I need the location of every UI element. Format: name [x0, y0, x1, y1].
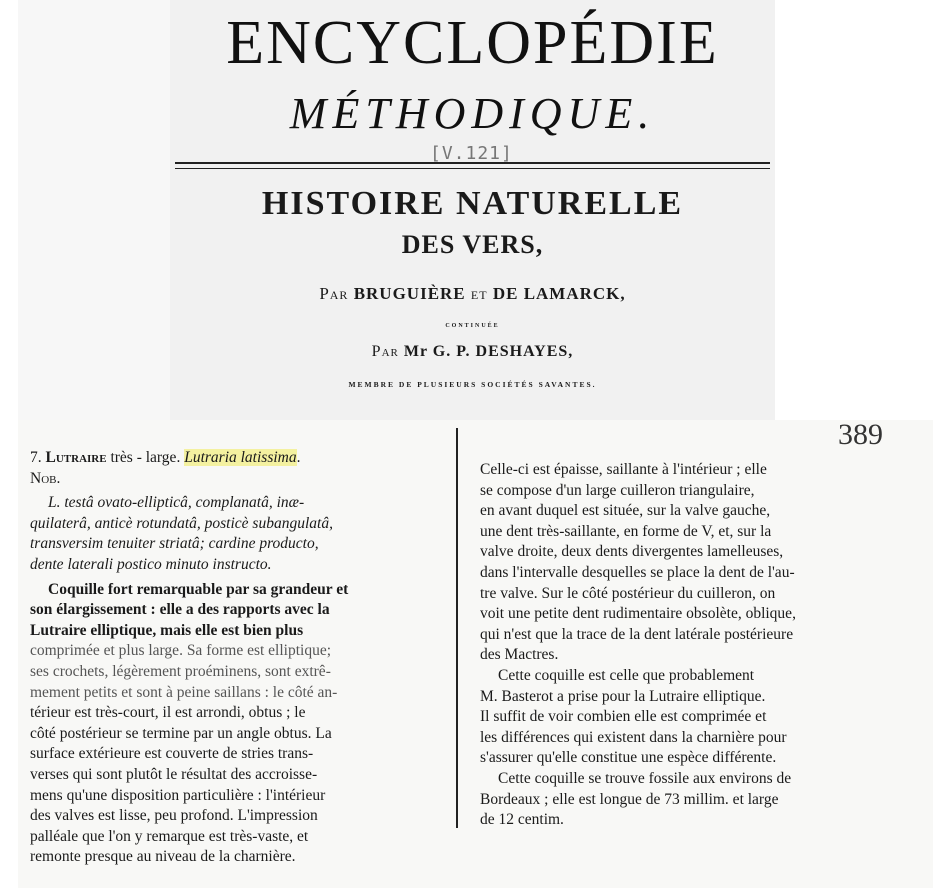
text-line: verses qui sont plutôt le résultat des accroisse-	[30, 765, 318, 783]
text-line: ses crochets, légèrement proéminens, sont extrê-	[30, 662, 331, 680]
text-line: dans l'intervalle desquelles se place la dent de l'au-	[480, 563, 795, 581]
left-body-text	[30, 580, 450, 868]
text-line: térieur est très-court, il est arrondi, obtus ; le	[30, 704, 306, 722]
section-title: HISTOIRE NATURELLE	[261, 185, 684, 222]
continued-label: continuée	[445, 320, 500, 329]
text-line: valve droite, deux dents divergentes lamelleuses,	[480, 543, 784, 561]
text-line: transversim tenuiter striatâ; cardine producto,	[30, 535, 319, 553]
section-subtitle: DES VERS,	[401, 230, 544, 259]
handwritten-note: [V.121]	[430, 143, 513, 164]
text-line: son élargissement : elle a des rapports avec la	[30, 601, 330, 619]
right-column	[480, 460, 890, 831]
text-line: mens qu'une disposition particulière : l'intérieur	[30, 786, 326, 804]
right-paragraph-3	[480, 769, 890, 831]
title-rule-bottom	[175, 168, 770, 169]
continuer-line	[170, 343, 775, 361]
encyclopedie-title: ENCYCLOPÉDIE	[226, 9, 719, 77]
right-paragraph-1	[480, 460, 890, 666]
text-line: mement petits et sont à peine saillans : le côté an-	[30, 683, 338, 701]
text-line: palléale que l'on y remarque est très-vaste, et	[30, 827, 309, 845]
text-line: Cette coquille se trouve fossile aux environs de	[498, 769, 792, 787]
text-line: surface extérieure est couverte de stries trans-	[30, 745, 314, 763]
text-line: Celle-ci est épaisse, saillante à l'intérieur ; elle	[480, 461, 767, 478]
methodique-title: MÉTHODIQUE.	[289, 89, 656, 138]
text-line: Lutraire elliptique, mais elle est bien plus	[30, 621, 304, 639]
entry-number: 7.	[30, 449, 46, 466]
text-line: remonte presque au niveau de la charnière.	[30, 848, 296, 866]
text-line: Cette coquille est celle que probablement	[498, 666, 755, 684]
scan-margin	[18, 0, 170, 420]
text-line: Il suffit de voir combien elle est comprimée et	[480, 708, 767, 726]
text-line: en avant duquel est située, sur la valve gauche,	[480, 502, 771, 520]
text-line: L. testâ ovato-ellipticâ, complanatâ, inæ-	[48, 494, 305, 512]
entry-heading	[30, 448, 450, 469]
text-line: M. Basterot a prise pour la Lutraire elliptique.	[480, 687, 766, 705]
text-line: qui n'est que la trace de la dent latérale postérieure	[480, 625, 794, 643]
text-line: s'assurer qu'elle constitue une espèce différente.	[480, 749, 777, 767]
latin-name: Lutraria latissima	[184, 449, 297, 466]
text-line: Coquille fort remarquable par sa grandeur et	[48, 580, 349, 598]
text-line: Bordeaux ; elle est longue de 73 millim. et large	[480, 790, 779, 808]
left-column	[30, 448, 450, 868]
latin-diagnosis	[30, 493, 450, 575]
text-line: se compose d'un large cuilleron triangulaire,	[480, 481, 755, 499]
entry-name-rest: très - large.	[106, 449, 185, 466]
entry-name: Lutraire	[45, 449, 107, 466]
membership-line: MEMBRE DE PLUSIEURS SOCIÉTÉS SAVANTES.	[348, 380, 597, 389]
authors-joiner: et	[470, 284, 488, 303]
author-bruguiere: BRUGUIÈRE	[353, 284, 466, 303]
text-line: une dent très-saillante, en forme de V, et, sur la	[480, 522, 772, 540]
page-number: 389	[838, 418, 883, 451]
text-line: voit une petite dent rudimentaire obsolète, oblique,	[480, 605, 796, 623]
right-paragraph-2	[480, 666, 890, 769]
authors-line	[170, 284, 775, 304]
latin-period: .	[296, 449, 301, 466]
text-line: de 12 centim.	[480, 811, 564, 829]
text-line: dente laterali postico minuto instructo.	[30, 555, 272, 573]
text-line: des Mactres.	[480, 646, 559, 664]
column-divider	[456, 428, 458, 828]
text-line: comprimée et plus large. Sa forme est elliptique;	[30, 642, 332, 660]
entry-author: Nob.	[30, 469, 61, 487]
text-line: quilaterâ, anticè rotundatâ, posticè subangulatâ,	[30, 514, 333, 532]
continuer-name: Mr G. P. DESHAYES,	[403, 343, 574, 360]
continuer-prefix: Par	[371, 343, 399, 360]
text-line: tre valve. Sur le côté postérieur du cuilleron, on	[480, 584, 776, 602]
text-line: les différences qui existent dans la charnière pour	[480, 728, 787, 746]
authors-prefix: Par	[319, 284, 349, 303]
text-line: des valves est lisse, peu profond. L'impression	[30, 807, 318, 825]
author-lamarck: DE LAMARCK,	[492, 284, 626, 303]
text-line: côté postérieur se termine par un angle obtus. La	[30, 724, 332, 742]
